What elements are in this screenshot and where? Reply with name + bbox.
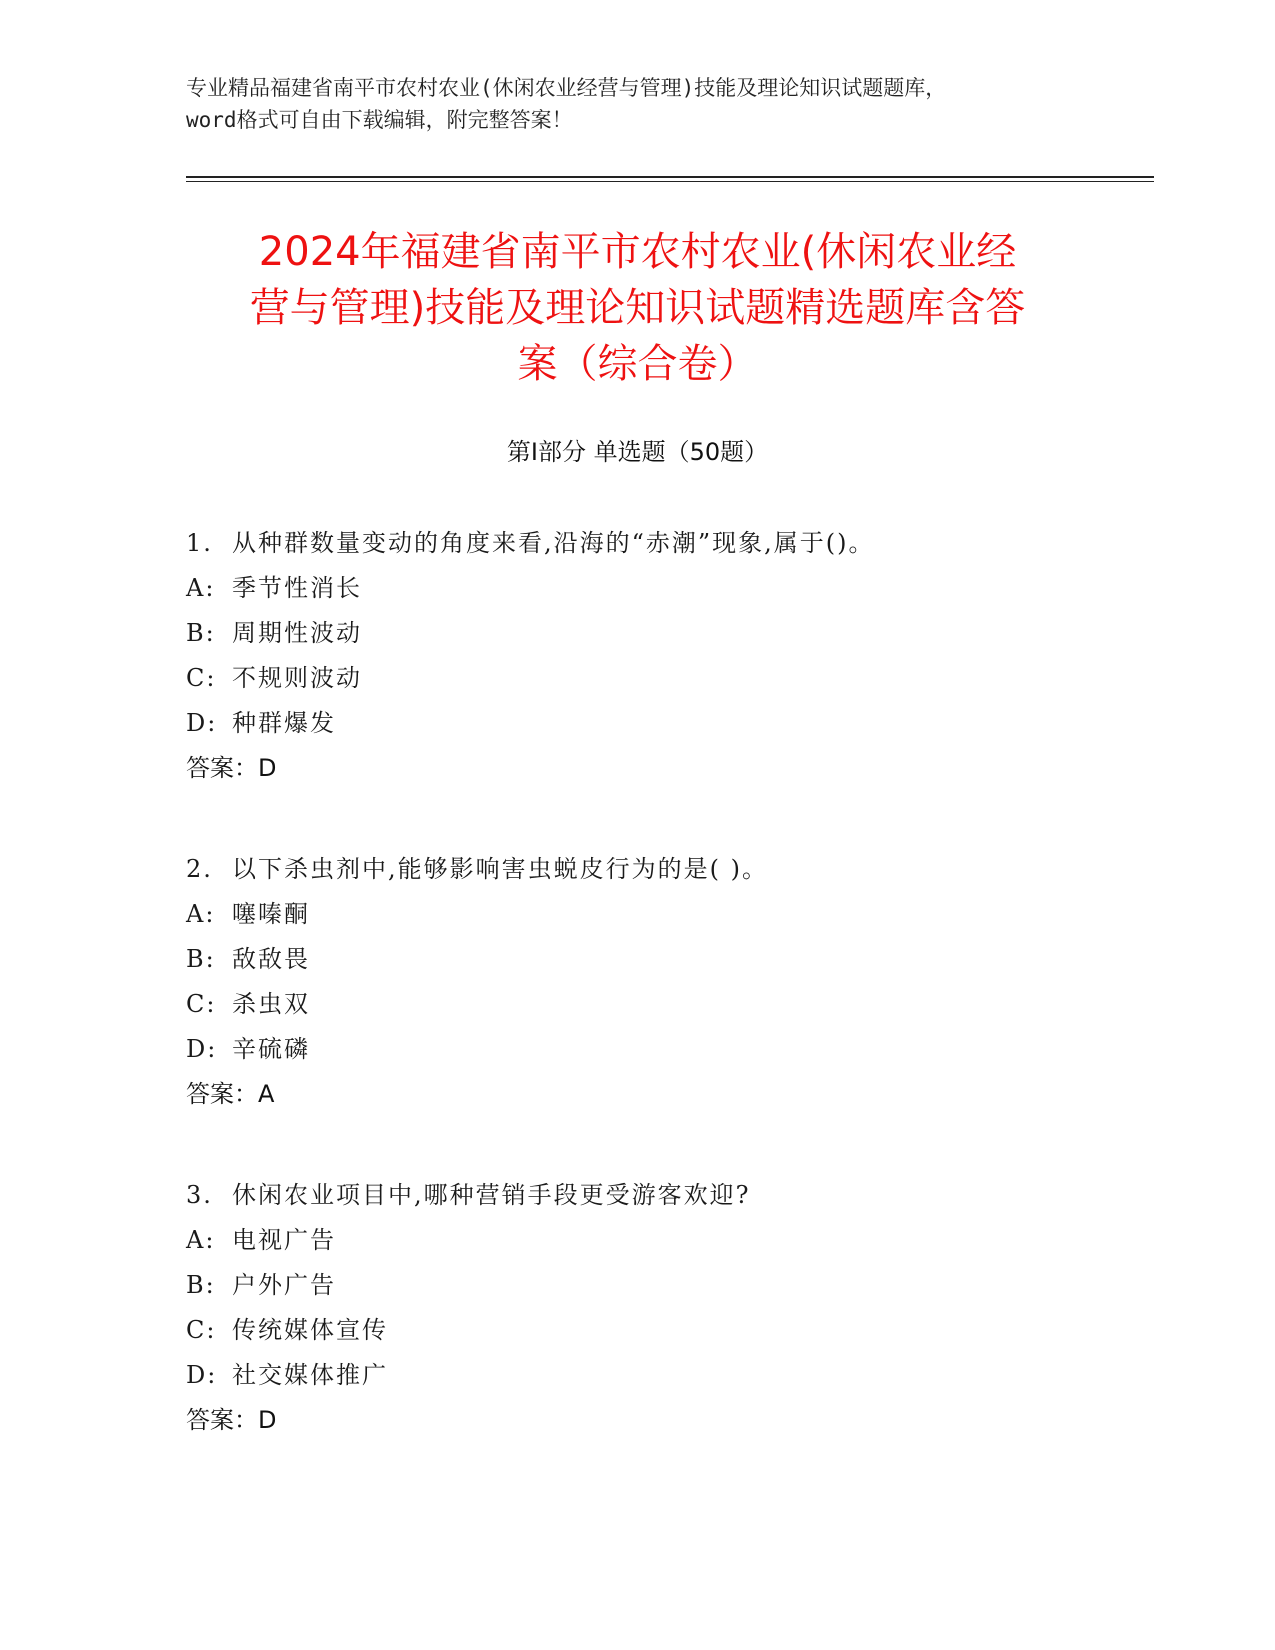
option-text: 周期性波动 [232, 619, 362, 647]
question-1 [186, 527, 1146, 797]
option-text: 季节性消长 [232, 574, 362, 602]
document-title [150, 224, 1125, 392]
question-stem [186, 1179, 1146, 1224]
question-number: 1. [186, 529, 213, 557]
document-title-line-1: 2024年福建省南平市农村农业(休闲农业经 [258, 229, 1017, 275]
option-text: 敌敌畏 [232, 945, 310, 973]
option-key: D: [186, 1361, 218, 1389]
option-a [186, 572, 1146, 617]
option-d [186, 707, 1146, 752]
option-c [186, 1314, 1146, 1359]
option-key: B: [186, 945, 216, 973]
option-text: 辛硫磷 [232, 1035, 310, 1063]
question-number: 2. [186, 855, 213, 883]
header-divider-thick [186, 176, 1154, 178]
option-key: C: [186, 664, 217, 692]
option-c [186, 662, 1146, 707]
option-b [186, 617, 1146, 662]
answer: 答案：A [186, 1080, 275, 1108]
option-text: 传统媒体宣传 [232, 1316, 388, 1344]
option-a [186, 1224, 1146, 1269]
header-divider-thin [186, 181, 1154, 182]
option-text: 杀虫双 [232, 990, 310, 1018]
question-number: 3. [186, 1181, 213, 1209]
question-stem [186, 527, 1146, 572]
option-text: 种群爆发 [232, 709, 336, 737]
option-key: D: [186, 709, 218, 737]
header-note [186, 72, 1106, 136]
option-d [186, 1033, 1146, 1078]
question-2 [186, 853, 1146, 1123]
option-key: A: [186, 900, 216, 928]
option-text: 户外广告 [232, 1271, 336, 1299]
option-a [186, 898, 1146, 943]
section-heading: 第Ⅰ部分 单选题（50题） [506, 438, 769, 466]
answer: 答案：D [186, 1406, 277, 1434]
option-key: B: [186, 619, 216, 647]
option-key: D: [186, 1035, 218, 1063]
option-d [186, 1359, 1146, 1404]
header-note-line-2: word格式可自由下载编辑，附完整答案！ [186, 108, 573, 132]
question-3 [186, 1179, 1146, 1449]
option-text: 社交媒体推广 [232, 1361, 388, 1389]
option-c [186, 988, 1146, 1033]
question-stem [186, 853, 1146, 898]
option-text: 噻嗪酮 [232, 900, 310, 928]
question-list [186, 527, 1146, 1505]
option-b [186, 943, 1146, 988]
document-title-line-3: 案（综合卷） [517, 341, 758, 387]
question-text: 休闲农业项目中,哪种营销手段更受游客欢迎? [232, 1181, 751, 1209]
option-key: B: [186, 1271, 216, 1299]
option-key: A: [186, 1226, 216, 1254]
option-key: C: [186, 1316, 217, 1344]
option-text: 不规则波动 [232, 664, 362, 692]
document-title-line-2: 营与管理)技能及理论知识试题精选题库含答 [249, 285, 1026, 331]
option-key: A: [186, 574, 216, 602]
answer: 答案：D [186, 754, 277, 782]
question-text: 从种群数量变动的角度来看,沿海的“赤潮”现象,属于()。 [232, 529, 875, 557]
option-key: C: [186, 990, 217, 1018]
option-b [186, 1269, 1146, 1314]
question-text: 以下杀虫剂中,能够影响害虫蜕皮行为的是( )。 [232, 855, 768, 883]
header-note-line-1: 专业精品福建省南平市农村农业(休闲农业经营与管理)技能及理论知识试题题库， [186, 76, 947, 100]
option-text: 电视广告 [232, 1226, 336, 1254]
